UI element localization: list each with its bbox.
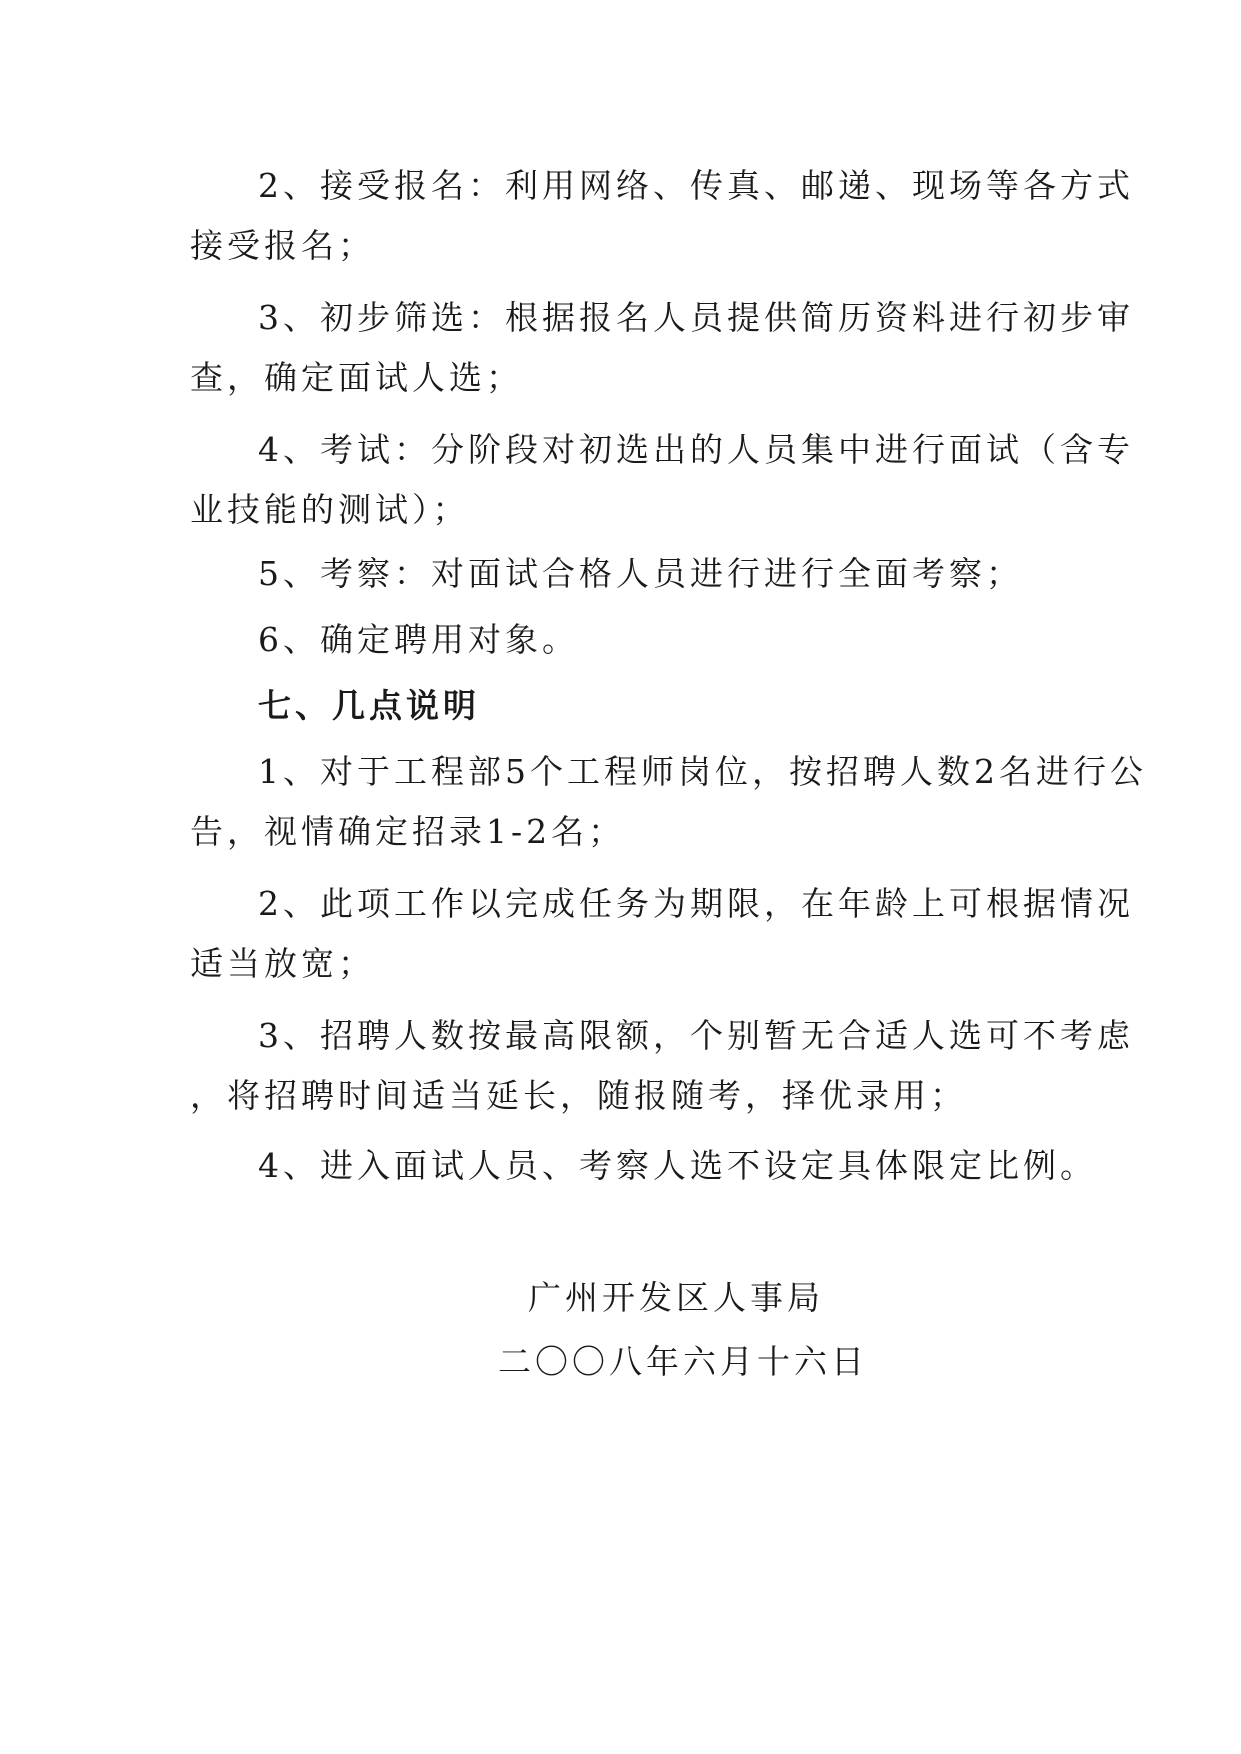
note-4-line: 4、进入面试人员、考察人选不设定具体限定比例。 [258, 1146, 1097, 1185]
step-3-line-2: 查，确定面试人选； [190, 358, 523, 397]
step-3-line-1: 3、初步筛选：根据报名人员提供简历资料进行初步审 [258, 298, 1134, 337]
note-3-line-2: ，将招聘时间适当延长，随报随考，择优录用； [190, 1076, 967, 1115]
note-1-line-1: 1、对于工程部5个工程师岗位，按招聘人数2名进行公 [258, 752, 1147, 791]
signature-date: 二〇〇八年六月十六日 [498, 1342, 868, 1381]
step-2-line-1: 2、接受报名：利用网络、传真、邮递、现场等各方式 [258, 166, 1134, 205]
note-2-line-2: 适当放宽； [190, 944, 375, 983]
note-3-line-1: 3、招聘人数按最高限额，个别暂无合适人选可不考虑 [258, 1016, 1134, 1055]
note-1-line-2: 告，视情确定招录1-2名； [190, 812, 626, 851]
step-5-line: 5、考察：对面试合格人员进行进行全面考察； [258, 554, 1023, 593]
step-2-line-2: 接受报名； [190, 226, 375, 265]
step-6-line: 6、确定聘用对象。 [258, 620, 579, 659]
step-4-line-1: 4、考试：分阶段对初选出的人员集中进行面试（含专 [258, 430, 1134, 469]
section-heading: 七、几点说明 [258, 686, 480, 725]
note-2-line-1: 2、此项工作以完成任务为期限，在年龄上可根据情况 [258, 884, 1134, 923]
step-4-line-2: 业技能的测试）； [190, 490, 470, 529]
signature-organization: 广州开发区人事局 [528, 1278, 824, 1317]
